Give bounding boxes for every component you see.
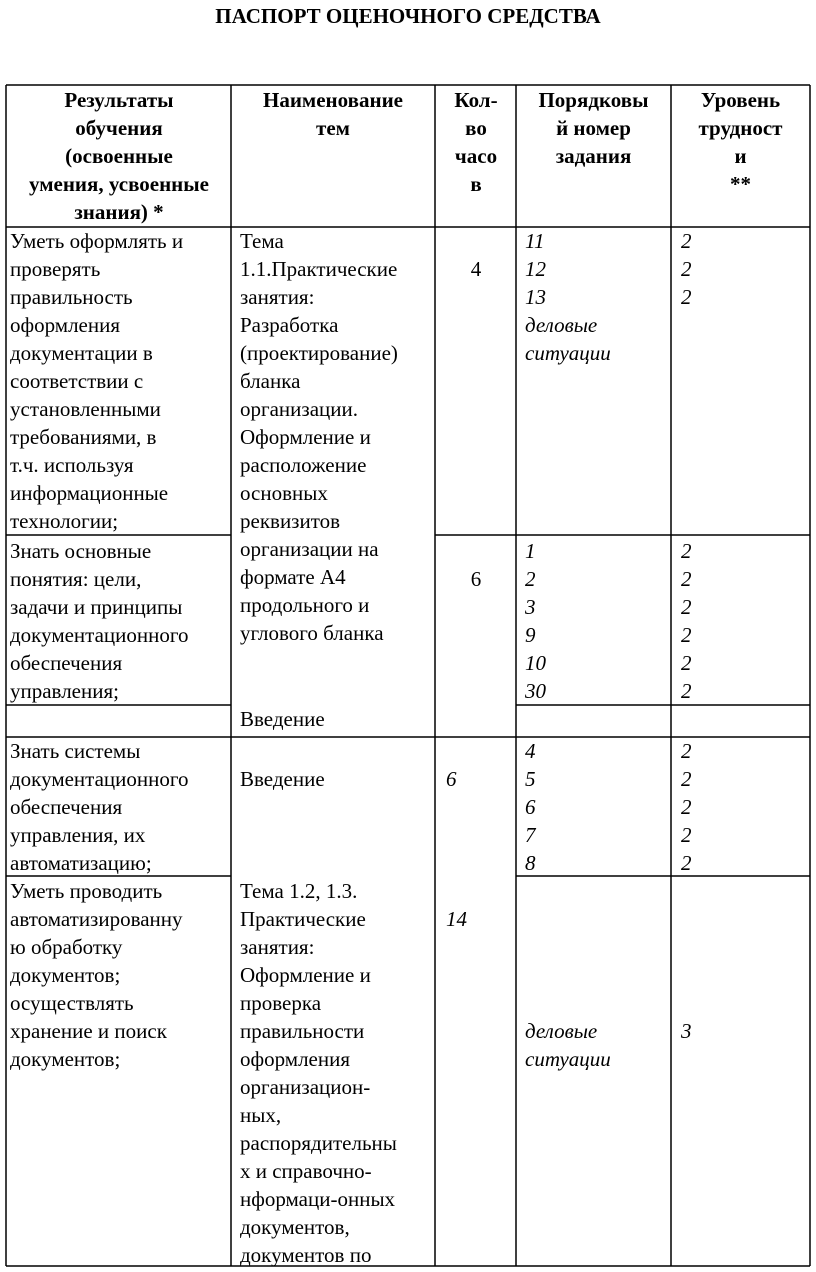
row3-hours: 6 — [446, 767, 457, 791]
row3-tasks: 4 5 6 7 8 — [525, 739, 536, 875]
document-title: ПАСПОРТ ОЦЕНОЧНОГО СРЕДСТВА — [215, 4, 601, 28]
row4-result: Уметь проводить автоматизированну ю обработку документов; осуществлять хранение и поиск документов; — [10, 879, 183, 1071]
row1-levels: 2 2 2 — [681, 229, 692, 309]
header-difficulty: Уровень трудност и ** — [698, 88, 783, 196]
row2-hours: 6 — [470, 567, 482, 591]
row3-levels: 2 2 2 2 2 — [681, 739, 692, 875]
row2-result: Знать основные понятия: цели, задачи и принципы документационного обеспечения управления; — [10, 539, 189, 703]
row4-tasks: деловые ситуации — [525, 1019, 611, 1071]
row4-topic: Тема 1.2, 1.3. Практические занятия: Оформление и проверка правильности оформления организацион- ных, распорядительны х и справочно- нформаци-онных документов, документов по — [240, 879, 397, 1267]
row4-hours: 14 — [446, 907, 467, 931]
row2-levels: 2 2 2 2 2 2 — [681, 539, 692, 703]
row3-result: Знать системы документационного обеспечения управления, их автоматизацию; — [10, 739, 189, 875]
row1-hours: 4 — [470, 257, 482, 281]
topic-1-1: Тема 1.1.Практические занятия: Разработка (проектирование) бланка организации. Оформление и расположение основных реквизитов организации на формате А4 продольного и углового бланка — [240, 229, 398, 645]
row1-result: Уметь оформлять и проверять правильность оформления документации в соответствии с установленными требованиями, в т.ч. используя информационные технологии; — [10, 229, 184, 533]
row4-levels: 3 — [681, 1019, 692, 1043]
header-hours: Кол- во часо в — [454, 88, 498, 196]
row2-tasks: 1 2 3 9 10 30 — [525, 539, 546, 703]
row3-topic: Введение — [240, 767, 325, 791]
header-topics: Наименование тем — [263, 88, 403, 140]
header-results: Результаты обучения (освоенные умения, усвоенные знания) * — [28, 88, 210, 224]
intro-extra: Введение — [240, 707, 325, 731]
header-task-numbers: Порядковы й номер задания — [538, 88, 649, 168]
row1-tasks: 11 12 13 деловые ситуации — [525, 229, 611, 365]
